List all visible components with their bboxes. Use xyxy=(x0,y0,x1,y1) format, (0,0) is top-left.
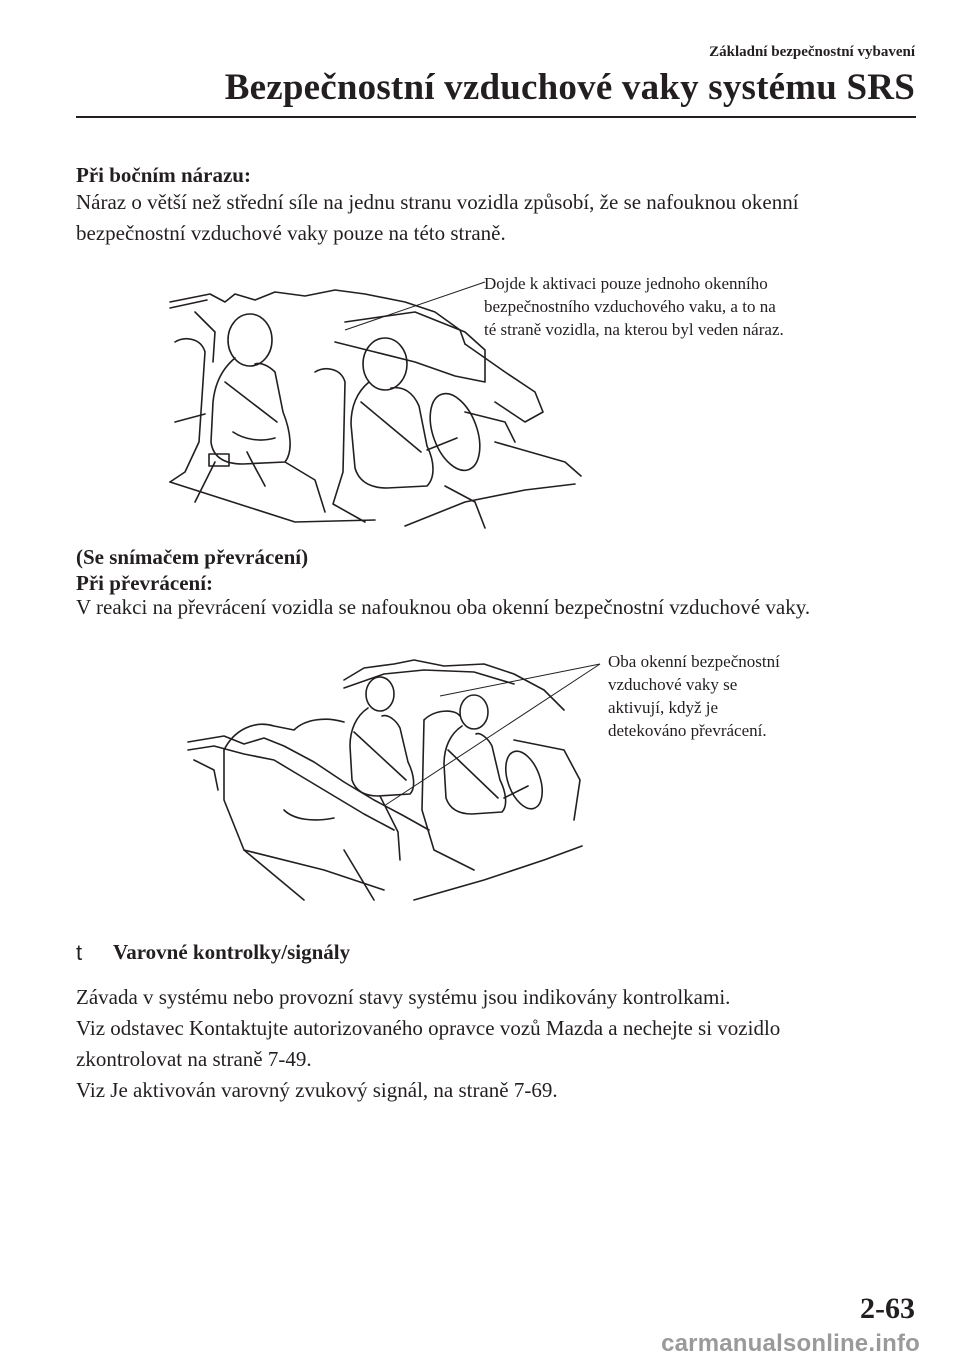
rollover-callout-line-4: detekováno převrácení. xyxy=(608,721,767,740)
side-impact-callout-line-3: té straně vozidla, na kterou byl veden náraz. xyxy=(484,320,784,339)
rollover-callout-line-1: Oba okenní bezpečnostní xyxy=(608,652,780,671)
page-title: Bezpečnostní vzduchové vaky systému SRS xyxy=(224,67,915,108)
warning-paragraph xyxy=(76,982,780,1106)
warning-line-2: Viz odstavec Kontaktujte autorizovaného opravce vozů Mazda a nechejte si vozidlo xyxy=(76,1016,781,1040)
header-divider xyxy=(76,116,916,118)
side-impact-paragraph xyxy=(76,187,799,249)
rollover-note: (Se snímačem převrácení) xyxy=(76,545,309,569)
rollover-paragraph: V reakci na převrácení vozidla se nafouknou oba okenní bezpečnostní vzduchové vaky. xyxy=(76,595,811,619)
warning-line-4: Viz Je aktivován varovný zvukový signál, na straně 7-69. xyxy=(76,1078,558,1102)
side-impact-callout-line-1: Dojde k aktivaci pouze jednoho okenního xyxy=(484,274,768,293)
side-impact-callout xyxy=(484,272,784,341)
header-subtitle: Základní bezpečnostní vybavení xyxy=(709,44,915,60)
side-impact-leader-line xyxy=(340,276,490,336)
rollover-callout-line-2: vzduchové vaky se xyxy=(608,675,738,694)
page-number: 2-63 xyxy=(860,1292,915,1325)
section-marker-icon: t xyxy=(76,940,83,965)
warning-line-3: zkontrolovat na straně 7-49. xyxy=(76,1047,312,1071)
side-impact-heading: Při bočním nárazu: xyxy=(76,163,251,187)
side-impact-line-1: Náraz o větší než střední síle na jednu stranu vozidla způsobí, že se nafouknou okenní xyxy=(76,190,799,214)
rollover-callout-line-3: aktivují, když je xyxy=(608,698,719,717)
rollover-leader-lines xyxy=(380,660,605,810)
watermark: carmanualsonline.info xyxy=(661,1330,920,1357)
warning-heading: Varovné kontrolky/signály xyxy=(113,940,351,964)
warning-line-1: Závada v systému nebo provozní stavy systému jsou indikovány kontrolkami. xyxy=(76,985,731,1009)
side-impact-line-2: bezpečnostní vzduchové vaky pouze na této straně. xyxy=(76,221,506,245)
rollover-heading: Při převrácení: xyxy=(76,571,214,595)
rollover-callout xyxy=(608,650,780,742)
side-impact-callout-line-2: bezpečnostního vzduchového vaku, a to na xyxy=(484,297,776,316)
